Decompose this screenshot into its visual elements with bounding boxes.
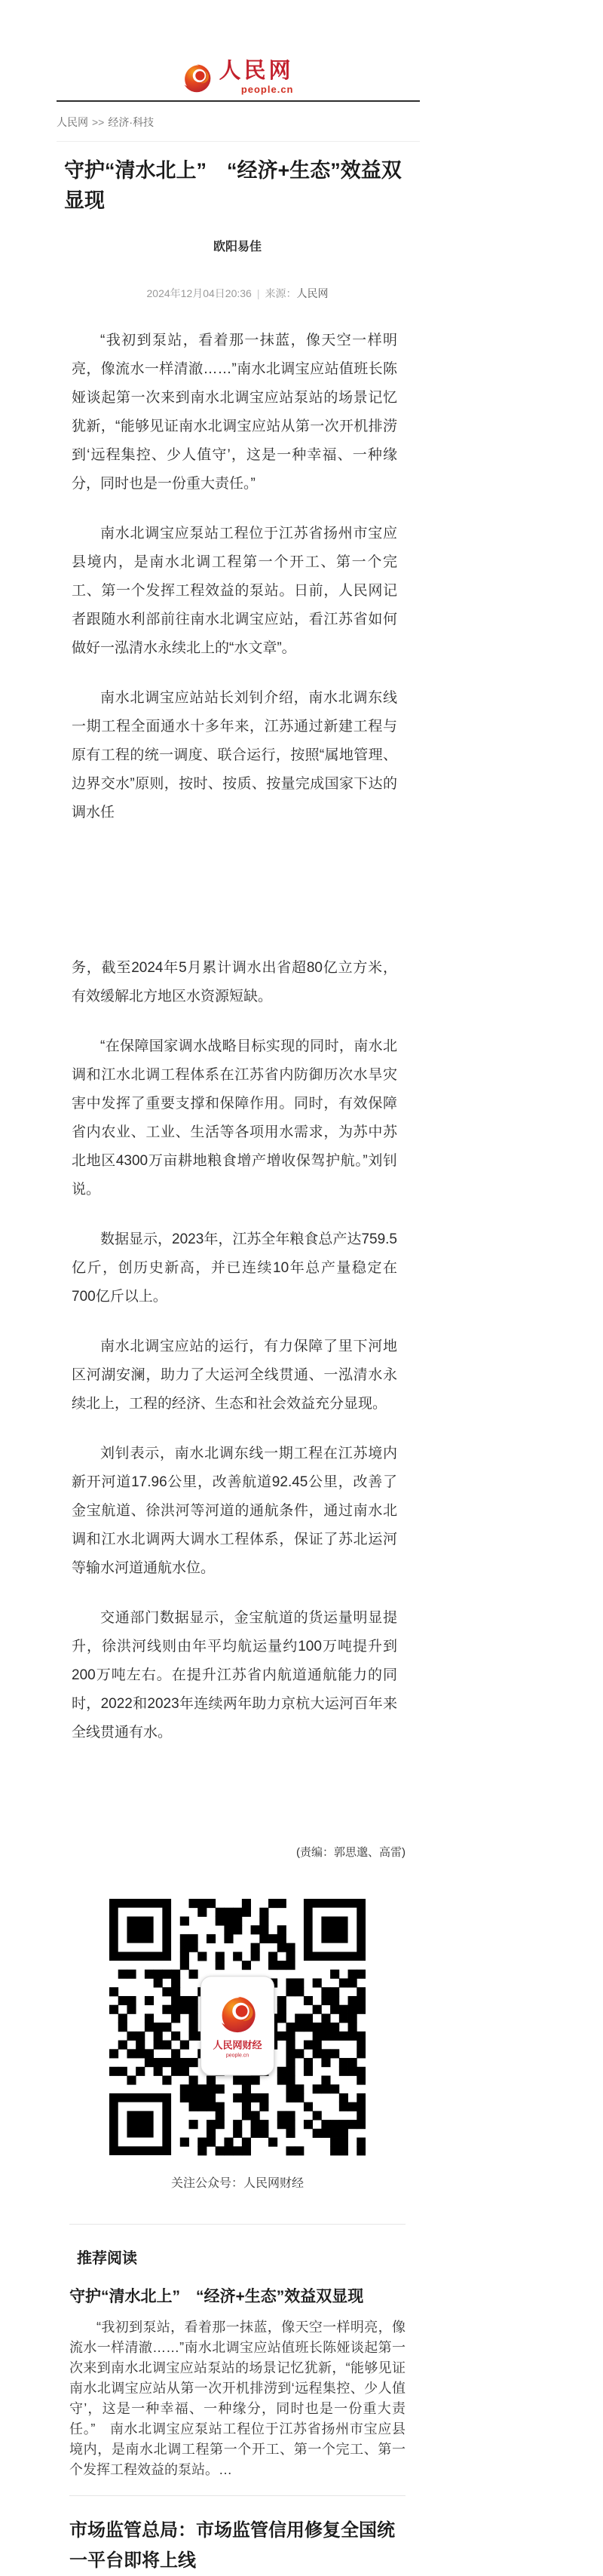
qr-code-image: [109, 1899, 366, 2157]
recommended-divider-top: [69, 2224, 406, 2225]
article-author: 欧阳易佳: [213, 241, 262, 253]
article-paragraph: 南水北调宝应站的运行，有力保障了里下河地区河湖安澜，助力了大运河全线贯通、一泓清水永续北上，工程的经济、生态和社会效益充分显现。: [72, 1339, 397, 1412]
logo-text-cn: 人民网: [219, 59, 294, 83]
breadcrumb-separator: >>: [92, 116, 105, 128]
article-paragraph: 刘钊表示，南水北调东线一期工程在江苏境内新开河道17.96公里，改善航道92.45公里，改善了金宝航道、徐洪河等河道的通航条件，通过南水北调和江水北调两大调水工程体系，保证了苏北运河等输水河道通航水位。: [72, 1446, 397, 1576]
breadcrumb-section-link[interactable]: 经济·科技: [108, 116, 155, 128]
article-meta: [57, 286, 418, 301]
article-paragraph: 务，截至2024年5月累计调水出省超80亿立方米，有效缓解北方地区水资源短缺。: [72, 960, 397, 1004]
recommended-item-title[interactable]: 市场监管总局：市场监管信用修复全国统一平台即将上线: [69, 2520, 395, 2571]
recommended-item-summary: “我初到泵站，看着那一抹蓝，像天空一样明亮，像流水一样清澈……”南水北调宝应站值班长陈娅谈起第一次来到南水北调宝应站泵站的场景记忆犹新，“能够见证南水北调宝应站从第一次开机排涝到‘远程集控、少人值守’，这是一种幸福、一种缘分，同时也是一份重大责任。” 南水北调宝应泵站工程位于江苏省扬州市宝应县境内，是南水北调工程第一个开工、第一个完工、第一个发挥工程效益的泵站。…: [69, 2320, 406, 2477]
site-header: [57, 0, 418, 102]
article-title: 守护“清水北上” “经济+生态”效益双显现: [64, 159, 402, 212]
article-paragraph: 交通部门数据显示，金宝航道的货运量明显提升，徐洪河线则由年平均航运量约100万吨提升到200万吨左右。在提升江苏省内航道通航能力的同时，2022和2023年连续两年助力京杭大运河百年来全线贯通有水。: [72, 1610, 397, 1740]
article-body: [57, 327, 418, 1747]
people-cn-logo[interactable]: [181, 60, 293, 94]
logo-text-en: people.cn: [240, 84, 294, 95]
article-paragraph: 南水北调宝应站站长刘钊介绍，南水北调东线一期工程全面通水十多年来，江苏通过新建工程与原有工程的统一调度、联合运行，按照“属地管理、边界交水”原则，按时、按质、按量完成国家下达的调水任: [72, 690, 397, 820]
source-label: 来源：: [265, 287, 297, 299]
breadcrumb-root-link[interactable]: 人民网: [57, 116, 88, 128]
qr-badge-text-en: people.cn: [225, 2053, 249, 2059]
people-cn-swirl-icon: [181, 62, 213, 94]
recommended-divider-bottom: [69, 2495, 406, 2496]
article-paragraph: “我初到泵站，看着那一抹蓝，像天空一样明亮，像流水一样清澈……”南水北调宝应站值班长陈娅谈起第一次来到南水北调宝应站泵站的场景记忆犹新，“能够见证南水北调宝应站从第一次开机排涝到‘远程集控、少人值守’，这是一种幸福、一种缘分，同时也是一份重大责任。”: [72, 333, 397, 492]
qr-center-badge: [200, 1976, 274, 2075]
breadcrumb: [57, 115, 418, 130]
article-paragraph: 数据显示，2023年，江苏全年粮食总产达759.5亿斤，创历史新高，并已连续10年总产量稳定在700亿斤以上。: [72, 1231, 397, 1305]
publish-date: 2024年12月04日20:36: [146, 287, 252, 299]
qr-caption: 关注公众号：人民网财经: [170, 2177, 304, 2190]
qr-badge-swirl-icon: [217, 1993, 258, 2034]
article-paragraph: “在保障国家调水战略目标实现的同时，南水北调和江水北调工程体系在江苏省内防御历次水旱灾害中发挥了重要支撑和保障作用。同时，有效保障省内农业、工业、生活等各项用水需求，为苏中苏北地区4300万亩耕地粮食增产增收保驾护航。”刘钊说。: [72, 1038, 397, 1198]
article-paragraph: 南水北调宝应泵站工程位于江苏省扬州市宝应县境内，是南水北调工程第一个开工、第一个完工、第一个发挥工程效益的泵站。日前，人民网记者跟随水利部前往南水北调宝应站，看江苏省如何做好一泓清水永续北上的“水文章”。: [72, 526, 397, 656]
qr-block: [57, 1899, 418, 2157]
recommended-heading: 推荐阅读: [77, 2250, 137, 2267]
qr-badge-text-cn: 人民网财经: [213, 2039, 262, 2051]
source-link[interactable]: 人民网: [296, 287, 329, 299]
recommended-item-title[interactable]: 守护“清水北上” “经济+生态”效益双显现: [69, 2288, 364, 2305]
meta-separator: |: [256, 287, 260, 299]
header-rule: [57, 100, 420, 102]
editor-note: (责编：郭思邈、高雷): [296, 1846, 406, 1859]
breadcrumb-divider: [57, 141, 420, 142]
